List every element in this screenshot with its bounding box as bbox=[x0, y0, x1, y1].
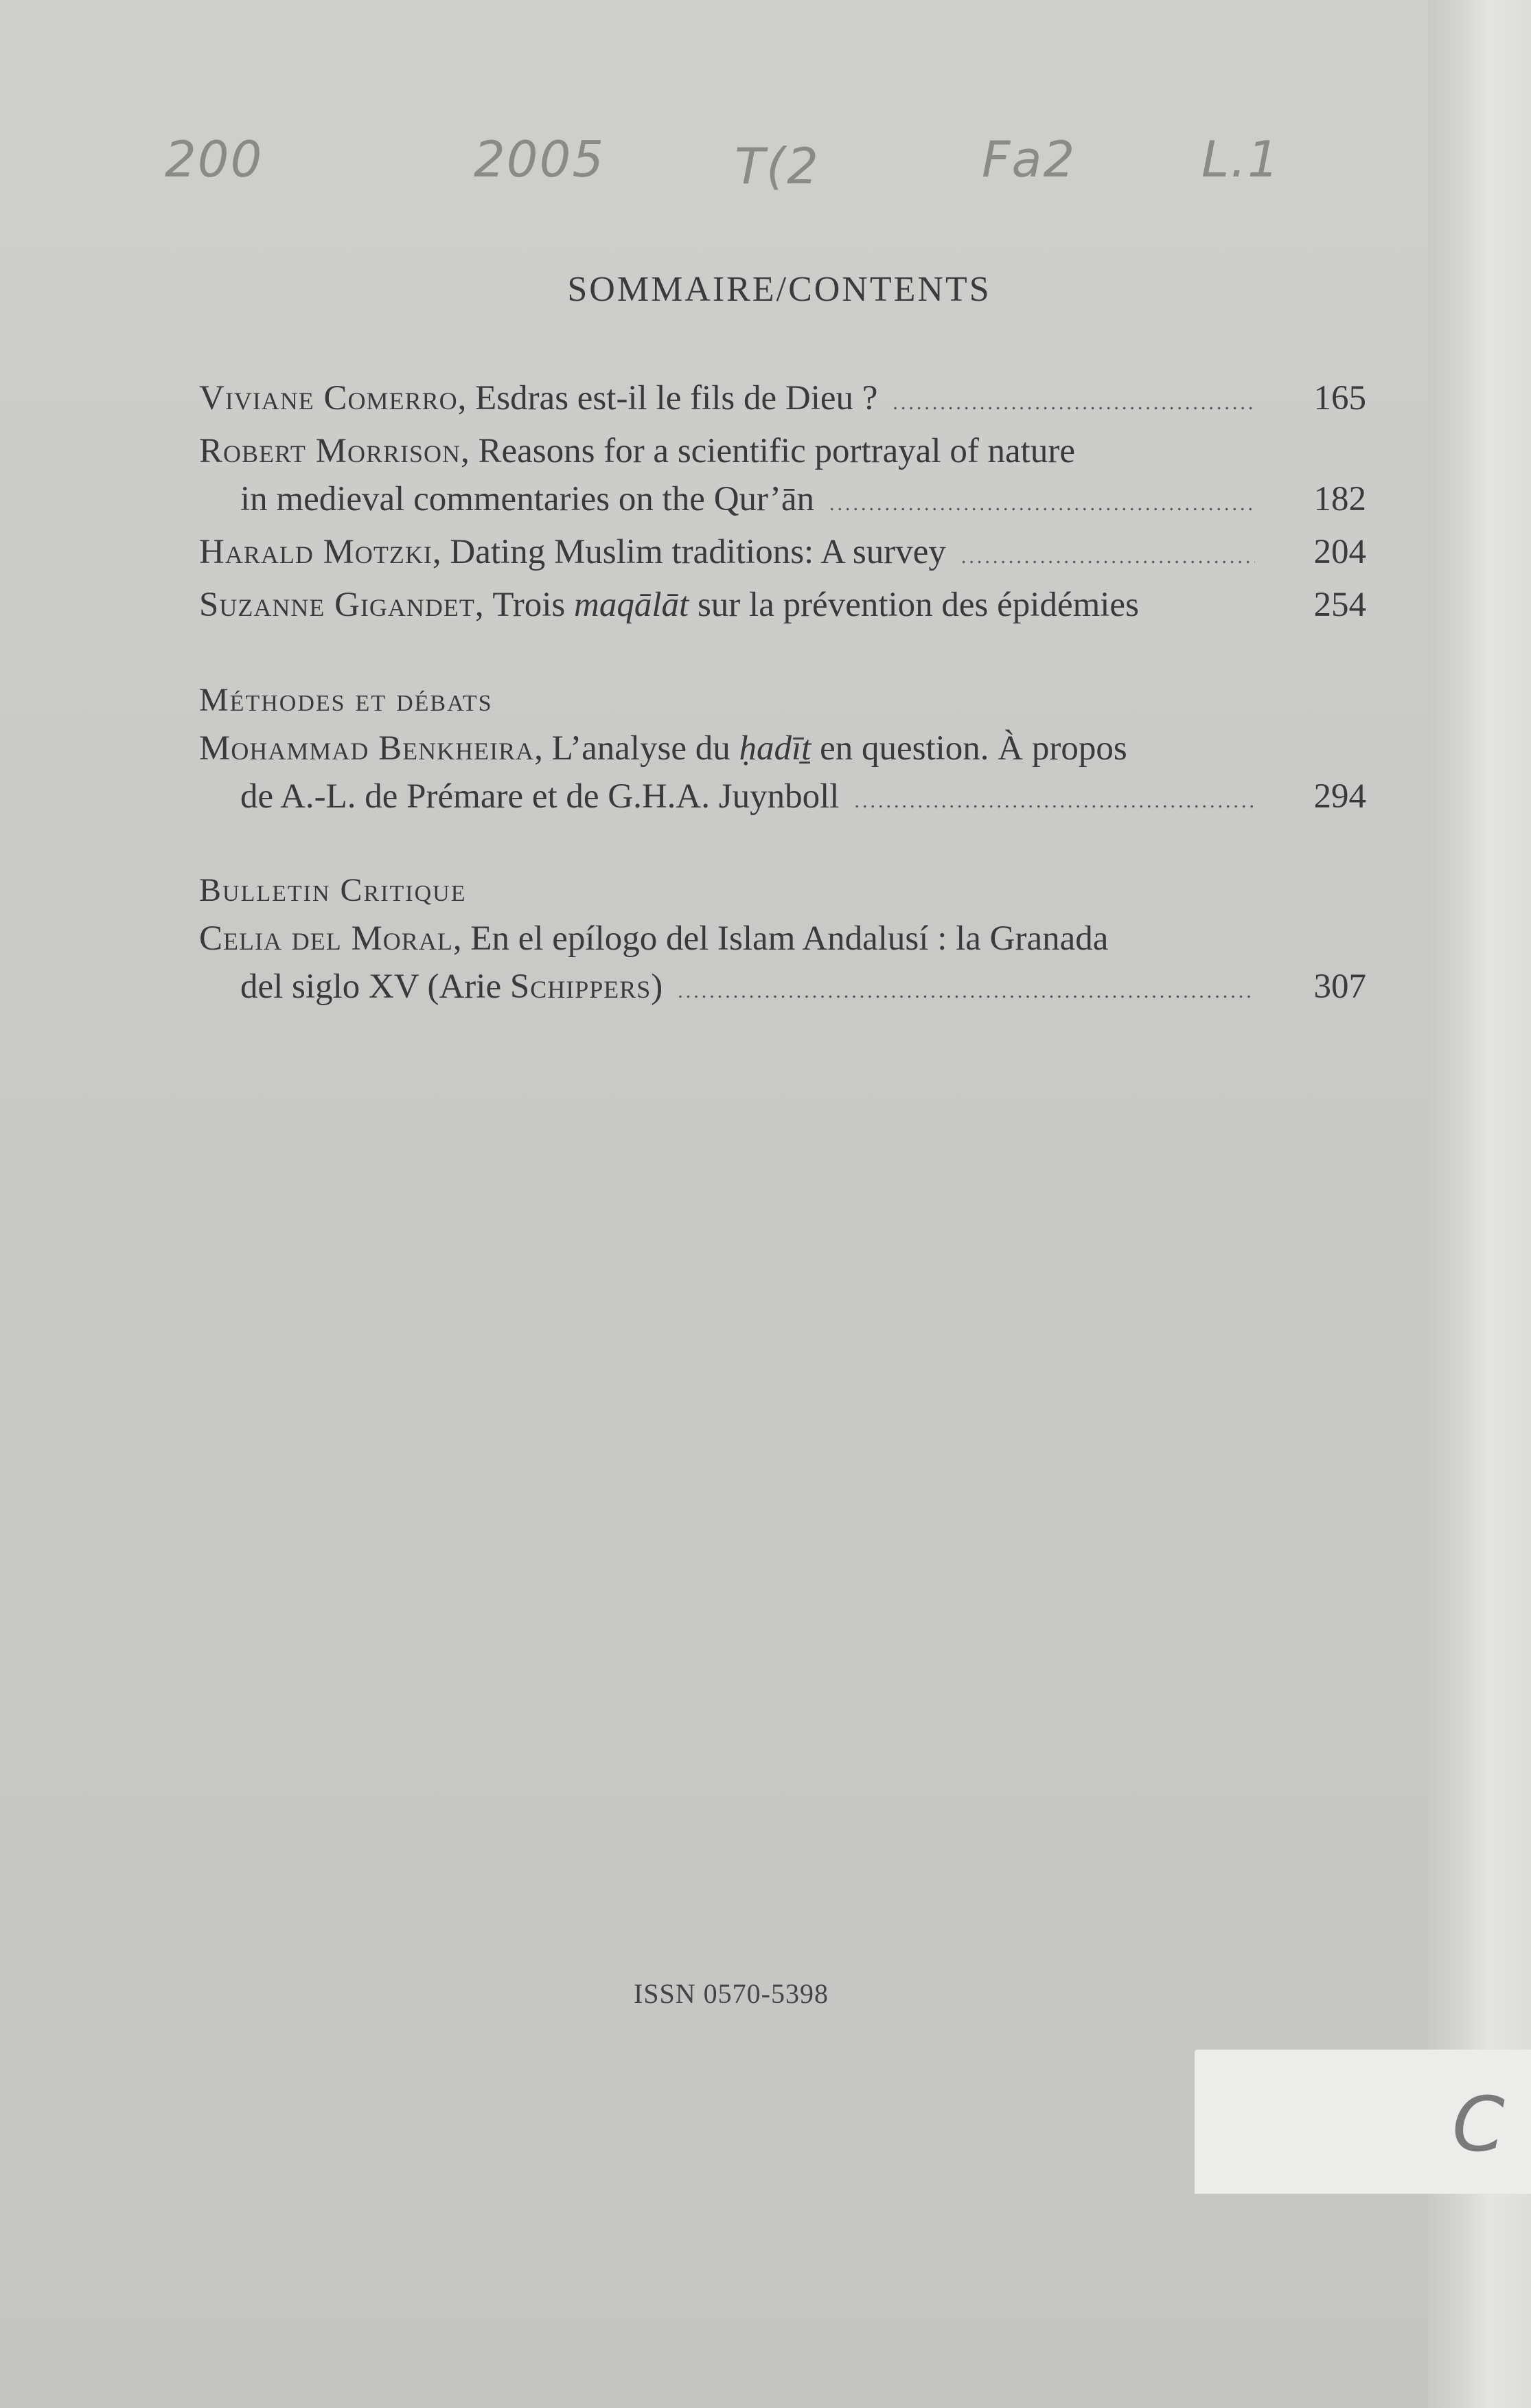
toc-entry: Suzanne Gigandet , Trois maqālāt sur la prévention des épidémies 254 bbox=[199, 581, 1366, 629]
articles-list bbox=[199, 374, 1366, 629]
methodes-section bbox=[199, 676, 1366, 825]
entry-page-number: 294 bbox=[1313, 777, 1366, 816]
handwritten-note: 2005 bbox=[474, 130, 606, 188]
entry-author: Viviane Comerro bbox=[199, 379, 458, 417]
entry-author: Robert Morrison bbox=[199, 432, 461, 470]
entry-title-continued: de A.-L. de Prémare et de G.H.A. Juynboll bbox=[240, 777, 840, 816]
toc-entry: Celia del Moral , En el epílogo del Islam Andalusí : la Granada del siglo XV (Arie Schippers) ..... 307 bbox=[199, 915, 1366, 1016]
entry-title-continued: in medieval commentaries on the Qur’ān bbox=[240, 480, 815, 518]
toc-entry: Viviane Comerro , Esdras est-il le fils de Dieu ? ..... 165 bbox=[199, 374, 1366, 427]
leader-dots bbox=[829, 480, 1255, 528]
sticker-handwritten-mark: C bbox=[1452, 2080, 1505, 2168]
entry-title: Dating Muslim traditions: A survey bbox=[450, 533, 946, 571]
bulletin-section bbox=[199, 867, 1366, 1016]
leader-dots bbox=[678, 967, 1255, 1016]
leader-dots bbox=[961, 533, 1255, 581]
entry-page-number: 182 bbox=[1313, 480, 1366, 518]
entry-author: Mohammad Benkheira bbox=[199, 729, 535, 768]
handwritten-note: 200 bbox=[165, 130, 264, 188]
entry-author: Harald Motzki bbox=[199, 533, 433, 571]
handwritten-note: T(2 bbox=[735, 137, 820, 195]
entry-page-number: 307 bbox=[1313, 967, 1366, 1006]
toc-entry: Mohammad Benkheira , L’analyse du ḥadīṯ en question. À propos de A.-L. de Prémare et de G.H.A. Juynboll ..... 294 bbox=[199, 724, 1366, 825]
section-title: Bulletin Critique bbox=[199, 872, 467, 908]
contents-heading: SOMMAIRE/CONTENTS bbox=[567, 270, 991, 309]
entry-author: Suzanne Gigandet bbox=[199, 586, 475, 624]
section-title: Méthodes et débats bbox=[199, 682, 493, 718]
entry-page-number: 254 bbox=[1313, 586, 1366, 624]
entry-title: Reasons for a scientific portrayal of nature bbox=[478, 432, 1075, 470]
toc-entry: Robert Morrison , Reasons for a scientific portrayal of nature in medieval commentaries on the Qur’ān ..... 182 bbox=[199, 427, 1366, 528]
page-edge bbox=[1428, 0, 1531, 2408]
leader-dots bbox=[893, 379, 1255, 427]
entry-title: L’analyse du ḥadīṯ en question. À propos bbox=[551, 729, 1127, 768]
entry-title: Esdras est-il le fils de Dieu ? bbox=[475, 379, 878, 417]
entry-title-continued: del siglo XV (Arie Schippers) bbox=[240, 967, 663, 1006]
toc-entry: Harald Motzki , Dating Muslim traditions: A survey ..... 204 bbox=[199, 528, 1366, 581]
entry-title: Trois maqālāt sur la prévention des épidémies bbox=[492, 586, 1139, 624]
entry-page-number: 165 bbox=[1313, 379, 1366, 417]
entry-title: En el epílogo del Islam Andalusí : la Granada bbox=[470, 919, 1109, 958]
entry-page-number: 204 bbox=[1313, 533, 1366, 571]
entry-author: Celia del Moral bbox=[199, 919, 453, 958]
reviewer-name: Schippers bbox=[509, 967, 652, 1006]
handwritten-notes bbox=[165, 117, 1318, 213]
leader-dots bbox=[854, 777, 1255, 825]
issn-number: ISSN 0570-5398 bbox=[633, 1978, 829, 2009]
handwritten-note: Fa2 bbox=[982, 130, 1077, 188]
handwritten-note: L.1 bbox=[1201, 130, 1280, 188]
